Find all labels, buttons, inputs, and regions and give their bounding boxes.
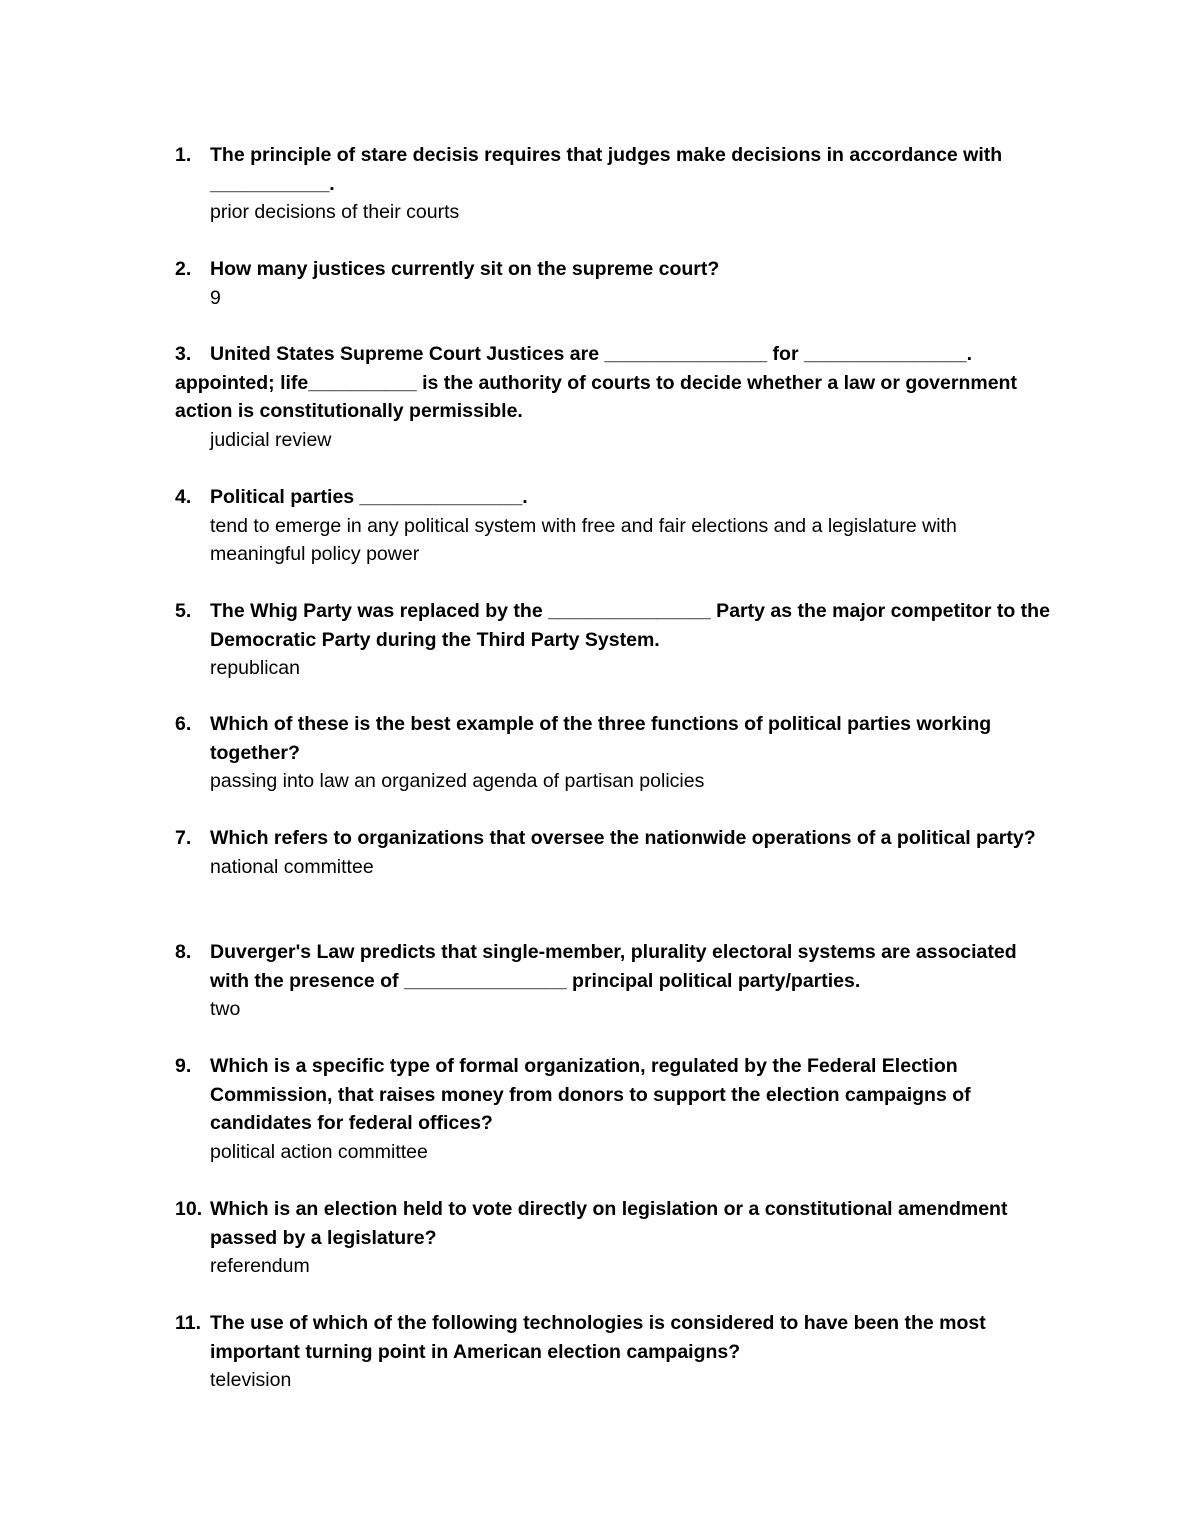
question-text: 7. Which refers to organizations that oversee the nationwide operations of a political party?	[175, 824, 1055, 853]
question-number: 4.	[175, 486, 192, 508]
question-number: 2.	[175, 258, 192, 280]
question-number: 10.	[175, 1198, 203, 1220]
answer-text: political action committee	[210, 1140, 428, 1163]
question-number: 1.	[175, 144, 192, 166]
question-text: 6. Which of these is the best example of the three functions of political parties working together?	[175, 710, 1055, 767]
question-text: 4. Political parties _______________.	[175, 483, 1055, 512]
question-item-1	[175, 141, 1055, 227]
answer-text: referendum	[210, 1255, 310, 1277]
question-item-4	[175, 483, 1055, 569]
question-text: 8. Duverger's Law predicts that single-member, plurality electoral systems are associated with the presence of _______________ principal political party/parties.	[175, 938, 1055, 995]
question-number: 8.	[175, 941, 192, 963]
question-item-11	[175, 1309, 1055, 1395]
answer-text: judicial review	[210, 428, 332, 451]
question-text: 2. How many justices currently sit on the supreme court?	[175, 255, 1055, 284]
answer-text: 9	[210, 286, 221, 309]
question-number: 9.	[175, 1055, 192, 1077]
question-item-3	[175, 340, 1055, 454]
question-item-6	[175, 710, 1055, 796]
question-text: 3. United States Supreme Court Justices are _______________ for _______________. appointed; life__________ is the authority of courts to decide whether a law or government action is constitutionally permissible.	[175, 340, 1055, 426]
question-number: 11.	[175, 1312, 202, 1334]
question-text-continued: appointed; life__________ is the authority of courts to decide whether a law or government action is constitutionally permissible.	[175, 371, 1017, 422]
question-text: 9. Which is a specific type of formal organization, regulated by the Federal Election Commission, that raises money from donors to support the election campaigns of candidates for federal offices?	[175, 1052, 1055, 1138]
answer-text: tend to emerge in any political system with free and fair elections and a legislature with meaningful policy power	[210, 514, 957, 565]
question-number: 7.	[175, 827, 192, 849]
question-number: 5.	[175, 600, 192, 622]
answer-text: television	[210, 1369, 292, 1391]
question-item-8	[175, 938, 1055, 1024]
question-text: 1. The principle of stare decisis requires that judges make decisions in accordance with ___________.	[175, 141, 1055, 198]
answer-text: national committee	[210, 855, 374, 878]
question-item-9	[175, 1052, 1055, 1166]
question-number: 3.	[175, 343, 192, 365]
answer-text: republican	[210, 657, 300, 679]
question-item-7	[175, 824, 1055, 881]
answer-text: two	[210, 998, 241, 1020]
answer-text: prior decisions of their courts	[210, 201, 460, 223]
question-item-10	[175, 1195, 1055, 1281]
question-item-2	[175, 255, 1055, 312]
answer-text: passing into law an organized agenda of partisan policies	[210, 770, 705, 792]
question-text: 5. The Whig Party was replaced by the _______________ Party as the major competitor to the Democratic Party during the Third Party System.	[175, 597, 1055, 654]
question-number: 6.	[175, 713, 192, 735]
question-text: 11. The use of which of the following technologies is considered to have been the most important turning point in American election campaigns?	[175, 1309, 1055, 1366]
question-text: 10. Which is an election held to vote directly on legislation or a constitutional amendment passed by a legislature?	[175, 1195, 1055, 1252]
question-item-5	[175, 597, 1055, 683]
